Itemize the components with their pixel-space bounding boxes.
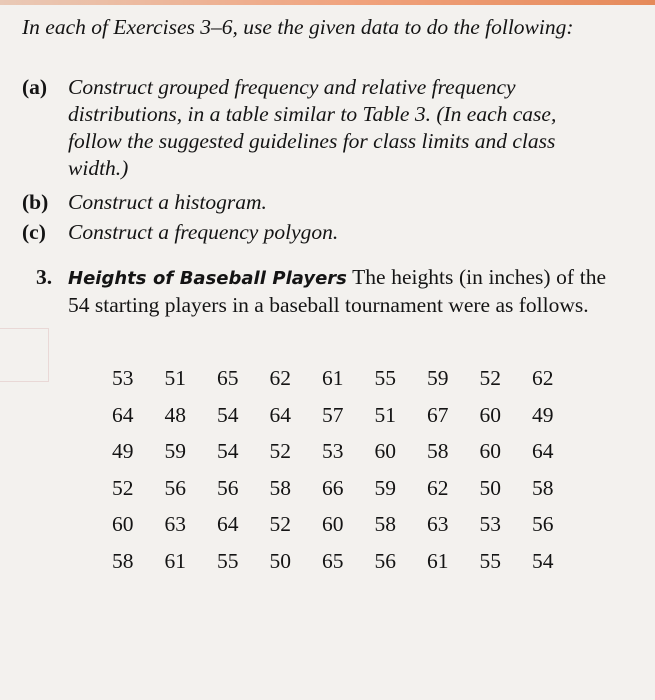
instruction-c — [22, 219, 612, 246]
height-value: 53 — [479, 512, 501, 536]
height-value: 55 — [479, 548, 501, 573]
height-value: 64 — [217, 512, 239, 536]
table-row — [112, 403, 585, 440]
instruction-b — [22, 189, 612, 216]
height-value: 52 — [112, 475, 134, 500]
height-value: 56 — [374, 548, 396, 573]
height-value: 63 — [427, 512, 449, 536]
table-row — [112, 439, 585, 476]
height-value: 65 — [217, 366, 239, 390]
height-value: 64 — [532, 439, 554, 463]
heights-data-table — [112, 366, 585, 585]
table-row — [112, 512, 585, 549]
height-value: 51 — [164, 366, 186, 390]
height-value: 53 — [112, 366, 134, 390]
height-value: 54 — [217, 439, 239, 463]
exercise-heading: Heights of Baseball Players — [68, 268, 347, 289]
height-value: 60 — [374, 439, 396, 463]
height-value: 62 — [532, 366, 554, 390]
instruction-a — [22, 74, 612, 182]
height-value: 52 — [479, 366, 501, 390]
height-value: 56 — [217, 475, 239, 500]
height-value: 49 — [112, 439, 134, 463]
height-value: 61 — [164, 548, 186, 573]
item-tag: (a) — [22, 75, 48, 99]
height-value: 66 — [322, 475, 344, 500]
height-value: 64 — [112, 402, 134, 427]
height-value: 59 — [427, 366, 449, 390]
height-value: 54 — [217, 402, 239, 427]
height-value: 52 — [269, 512, 291, 536]
height-value: 57 — [322, 402, 344, 427]
height-value: 58 — [427, 439, 449, 463]
margin-mark — [0, 328, 49, 382]
item-tag: (b) — [22, 190, 49, 214]
height-value: 50 — [479, 475, 501, 500]
height-value: 59 — [374, 475, 396, 500]
exercise-instructions: In each of Exercises 3–6, use the given data to do the following: — [22, 15, 574, 39]
height-value: 58 — [532, 475, 554, 500]
height-value: 58 — [269, 475, 291, 500]
exercise-3 — [36, 264, 606, 319]
page-top-edge — [0, 0, 655, 5]
height-value: 55 — [374, 366, 396, 390]
height-value: 61 — [427, 548, 449, 573]
exercise-number: 3. — [36, 265, 53, 289]
height-value: 48 — [164, 402, 186, 427]
exercise-text: The heights (in inches) of the 54 starting players in a baseball tournament were as follows. — [68, 265, 606, 317]
height-value: 54 — [532, 548, 554, 573]
height-value: 55 — [217, 548, 239, 573]
height-value: 62 — [269, 366, 291, 390]
height-value: 60 — [479, 402, 501, 427]
height-value: 51 — [374, 402, 396, 427]
height-value: 58 — [112, 548, 134, 573]
height-value: 61 — [322, 366, 344, 390]
height-value: 60 — [479, 439, 501, 463]
height-value: 56 — [532, 512, 554, 536]
height-value: 63 — [164, 512, 186, 536]
height-value: 53 — [322, 439, 344, 463]
table-row — [112, 366, 585, 403]
item-text: Construct grouped frequency and relative frequency distributions, in a table similar to Table 3. (In each case, follow the suggested guidelines for class limits and class width.) — [68, 75, 557, 180]
table-row — [112, 476, 585, 513]
height-value: 64 — [269, 402, 291, 427]
height-value: 65 — [322, 548, 344, 573]
height-value: 56 — [164, 475, 186, 500]
item-text: Construct a frequency polygon. — [68, 220, 339, 244]
height-value: 58 — [374, 512, 396, 536]
item-tag: (c) — [22, 220, 46, 244]
height-value: 49 — [532, 402, 554, 427]
height-value: 62 — [427, 475, 449, 500]
height-value: 50 — [269, 548, 291, 573]
height-value: 67 — [427, 402, 449, 427]
table-row — [112, 549, 585, 586]
height-value: 59 — [164, 439, 186, 463]
height-value: 60 — [322, 512, 344, 536]
height-value: 52 — [269, 439, 291, 463]
item-text: Construct a histogram. — [68, 190, 267, 214]
height-value: 60 — [112, 512, 134, 536]
